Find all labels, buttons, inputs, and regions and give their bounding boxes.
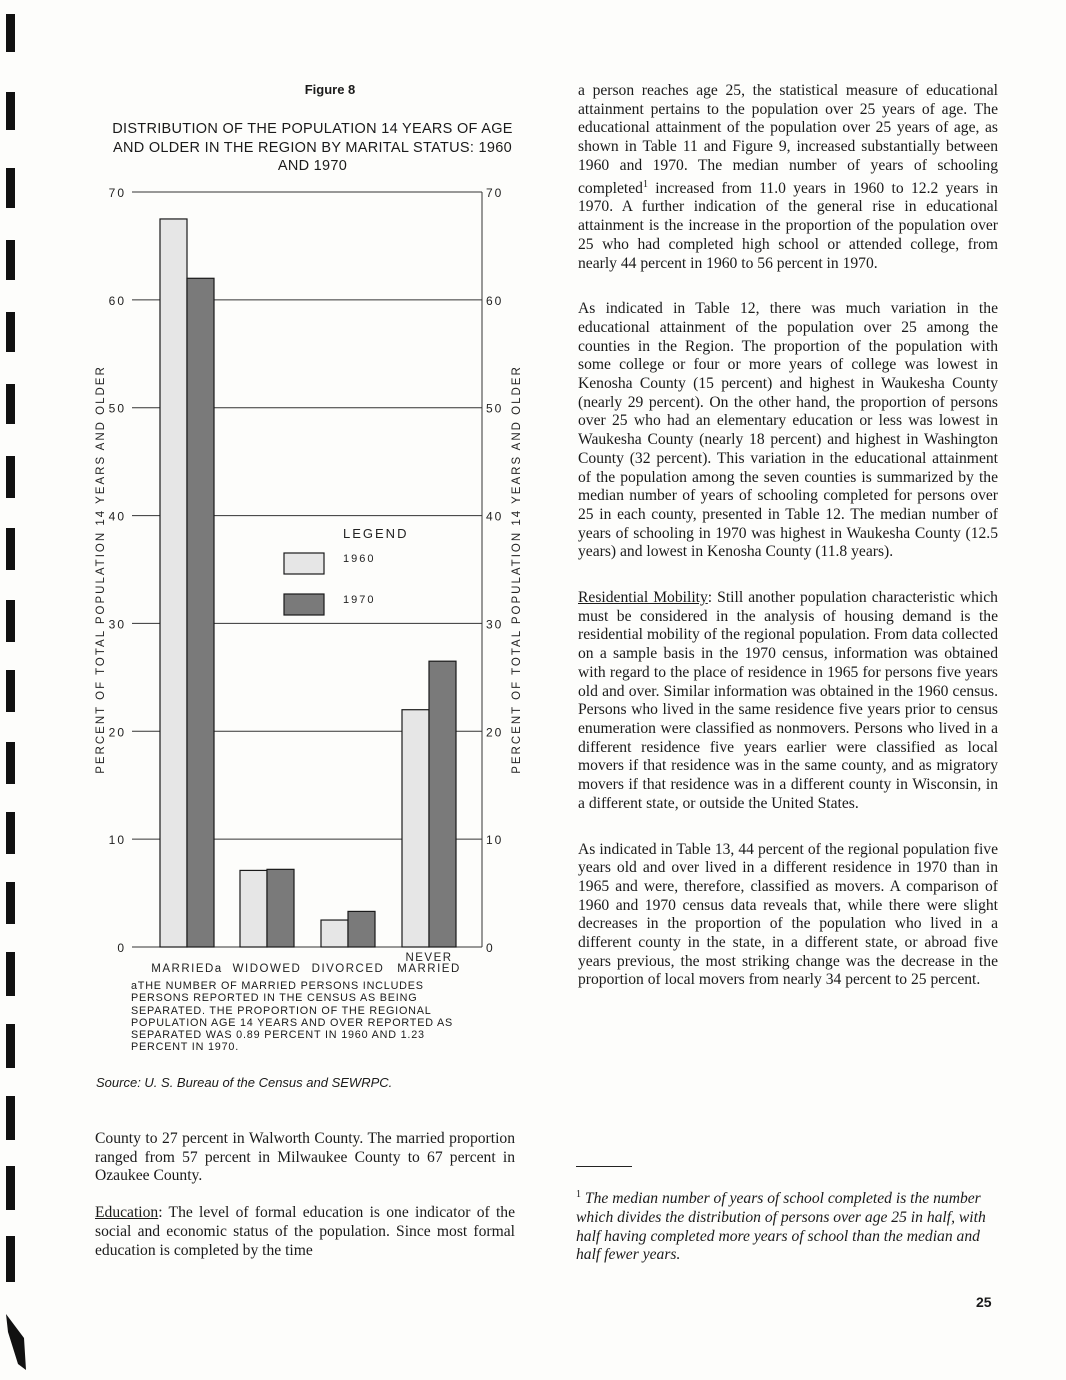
figure-source: Source: U. S. Bureau of the Census and SEWRPC. <box>96 1075 393 1090</box>
y-tick-label-left: 20 <box>108 725 126 740</box>
footnote-mark: 1 <box>576 1189 581 1200</box>
left-paragraph-1: County to 27 percent in Walworth County. The married proportion ranged from 57 percent in Milwaukee County to 67 percent in Ozaukee County. <box>95 1130 515 1185</box>
right-paragraph-1 <box>578 82 998 273</box>
y-tick-label-left: 50 <box>108 401 126 416</box>
legend-title: LEGEND <box>343 526 409 541</box>
y-tick-label-right: 70 <box>486 186 504 200</box>
y-tick-label-left: 30 <box>108 617 126 632</box>
binding-mark <box>6 882 15 924</box>
left-paragraph-2 <box>95 1204 515 1260</box>
right-paragraph-2: As indicated in Table 12, there was much variation in the educational attainment of the population over 25 among the counties in the Region. The proportion of the population with some college or four or more years of college was lowest in Kenosha County (15 percent) and highest in Waukesha County (nearly 29 percent). On the other hand, the proportion of persons over 25 who had an elementary education or less was lowest in Waukesha County (nearly 18 percent) and highest in Washington County (32 percent). This variation in the educational attainment of the population among the seven counties is summarized by the median number of years of schooling completed for persons over 25 in each county, presented in Table 12. The median number of years of schooling in 1970 was highest in Waukesha County (12.5 years) and lowest in Kenosha County (11.8 years). <box>578 300 998 561</box>
right-paragraph-3 <box>578 589 998 813</box>
bar-1960 <box>160 219 187 947</box>
left-column <box>95 1130 515 1278</box>
binding-mark <box>6 14 15 52</box>
right-column <box>578 82 998 1008</box>
y-tick-label-right: 40 <box>486 509 504 524</box>
binding-mark <box>6 670 15 712</box>
legend-swatch-1960 <box>284 553 324 574</box>
binding-mark <box>6 1024 15 1068</box>
y-axis-title-left: PERCENT OF TOTAL POPULATION 14 YEARS AND OLDER <box>95 365 107 774</box>
bar-1970 <box>187 278 214 947</box>
y-tick-label-left: 0 <box>117 941 126 955</box>
x-category-label: MARRIED <box>397 963 461 975</box>
binding-mark <box>6 1166 15 1210</box>
binding-mark <box>6 600 15 642</box>
page-number: 25 <box>976 1294 992 1310</box>
residential-mobility-body: : Still another population characteristic which must be considered in the analysis of housing demand is the residential mobility of the regional population. From data collected on a sample basis in the 1970 census, information was obtained with regard to the place of residence in 1965 for persons five years old and over. Similar information was obtained in the 1960 census. Persons who lived in the same residence five years prior to census enumeration were classified as nonmovers. Persons who lived in a different residence five years earlier were classified as local movers if that residence was in the same county, and as migratory movers if that residence was in a different county in Wisconsin, in a different state, or outside the United States. <box>578 589 998 812</box>
y-tick-label-right: 10 <box>486 833 504 848</box>
binding-mark <box>6 1096 15 1140</box>
binding-mark <box>6 742 15 784</box>
y-axis-title-right: PERCENT OF TOTAL POPULATION 14 YEARS AND OLDER <box>511 365 523 774</box>
binding-mark <box>6 1236 15 1282</box>
bar-1970 <box>348 911 375 947</box>
y-tick-label-right: 50 <box>486 401 504 416</box>
bar-1970 <box>267 869 294 947</box>
marital-status-bar-chart <box>90 180 530 980</box>
educational-attainment-text-b: increased from 11.0 years in 1960 to 12.2 years in 1970. A further indication of the general rise in educational attainment is the increase in the proportion of the population over 25 who had completed high school or attended college, from nearly 44 percent in 1960 to 56 percent in 1970. <box>578 179 998 272</box>
y-tick-label-left: 60 <box>108 293 126 308</box>
footnote-text: The median number of years of school completed is the number which divides the distribution of persons over age 25 in half, with half having completed more years of school than the median and half fewer years. <box>576 1190 986 1264</box>
binding-mark <box>6 528 15 570</box>
figure-label: Figure 8 <box>304 82 356 97</box>
education-body: : The level of formal education is one indicator of the social and economic status of the population. Since most formal education is completed by the time <box>95 1204 515 1259</box>
section-heading-residential-mobility: Residential Mobility <box>578 589 708 607</box>
y-tick-label-right: 30 <box>486 617 504 632</box>
page-footnote <box>576 1186 1000 1265</box>
binding-mark <box>6 384 15 424</box>
x-category-label: MARRIEDa <box>151 963 223 975</box>
section-heading-education: Education <box>95 1204 159 1222</box>
y-tick-label-left: 10 <box>108 833 126 848</box>
legend-label: 1960 <box>343 553 376 565</box>
right-paragraph-4: As indicated in Table 13, 44 percent of the regional population five years old and over lived in a different residence in 1970 than in 1965 and were, therefore, classified as movers. A comparison of 1960 and 1970 census data reveals that, while there were slight decreases in the proportion of the population who lived in a different county in the state, in a different state, or abroad five years previous, the most striking change was the decrease in the proportion of local movers from nearly 34 percent to 25 percent. <box>578 840 998 989</box>
y-tick-label-right: 60 <box>486 293 504 308</box>
legend-swatch-1970 <box>284 594 324 615</box>
binding-mark <box>6 312 15 352</box>
footnote-ref-1: 1 <box>642 178 648 190</box>
binding-mark <box>6 168 15 208</box>
binding-mark <box>6 92 15 130</box>
x-category-label: WIDOWED <box>232 963 302 975</box>
x-category-label: NEVER <box>405 952 453 964</box>
bar-1970 <box>429 661 456 947</box>
y-tick-label-right: 0 <box>486 941 495 955</box>
bar-1960 <box>402 710 429 947</box>
footnote-rule <box>576 1166 632 1167</box>
binding-mark <box>6 456 15 498</box>
figure-footnote: aTHE NUMBER OF MARRIED PERSONS INCLUDES PERSONS REPORTED IN THE CENSUS AS BEING SEPARATED. THE PROPORTION OF THE REGIONAL POPULATION AGE 14 YEARS AND OVER REPORTED AS SEPARATED WAS 0.89 PERCENT IN 1960 AND 1.23 PERCENT IN 1970. <box>131 980 454 1054</box>
binding-mark <box>6 952 15 996</box>
y-tick-label-right: 20 <box>486 725 504 740</box>
binding-mark <box>6 812 15 854</box>
y-tick-label-left: 70 <box>108 186 126 200</box>
figure-title: DISTRIBUTION OF THE POPULATION 14 YEARS OF AGE AND OLDER IN THE REGION BY MARITAL STATUS: 1960 AND 1970 <box>112 121 513 174</box>
legend-label: 1970 <box>343 594 376 606</box>
y-tick-label-left: 40 <box>108 509 126 524</box>
bar-1960 <box>321 920 348 947</box>
bar-1960 <box>240 870 267 947</box>
binding-mark <box>6 240 15 280</box>
x-category-label: DIVORCED <box>311 963 385 975</box>
corner-scan-mark <box>4 1312 30 1372</box>
educational-attainment-text-a: a person reaches age 25, the statistical measure of educational attainment pertains to the population over 25 years of age. The educational attainment of the population over 25 years of age, as shown in Table 11 and Figure 9, increased substantially between 1960 and 1970. The median number of years of schooling completed <box>578 82 998 197</box>
